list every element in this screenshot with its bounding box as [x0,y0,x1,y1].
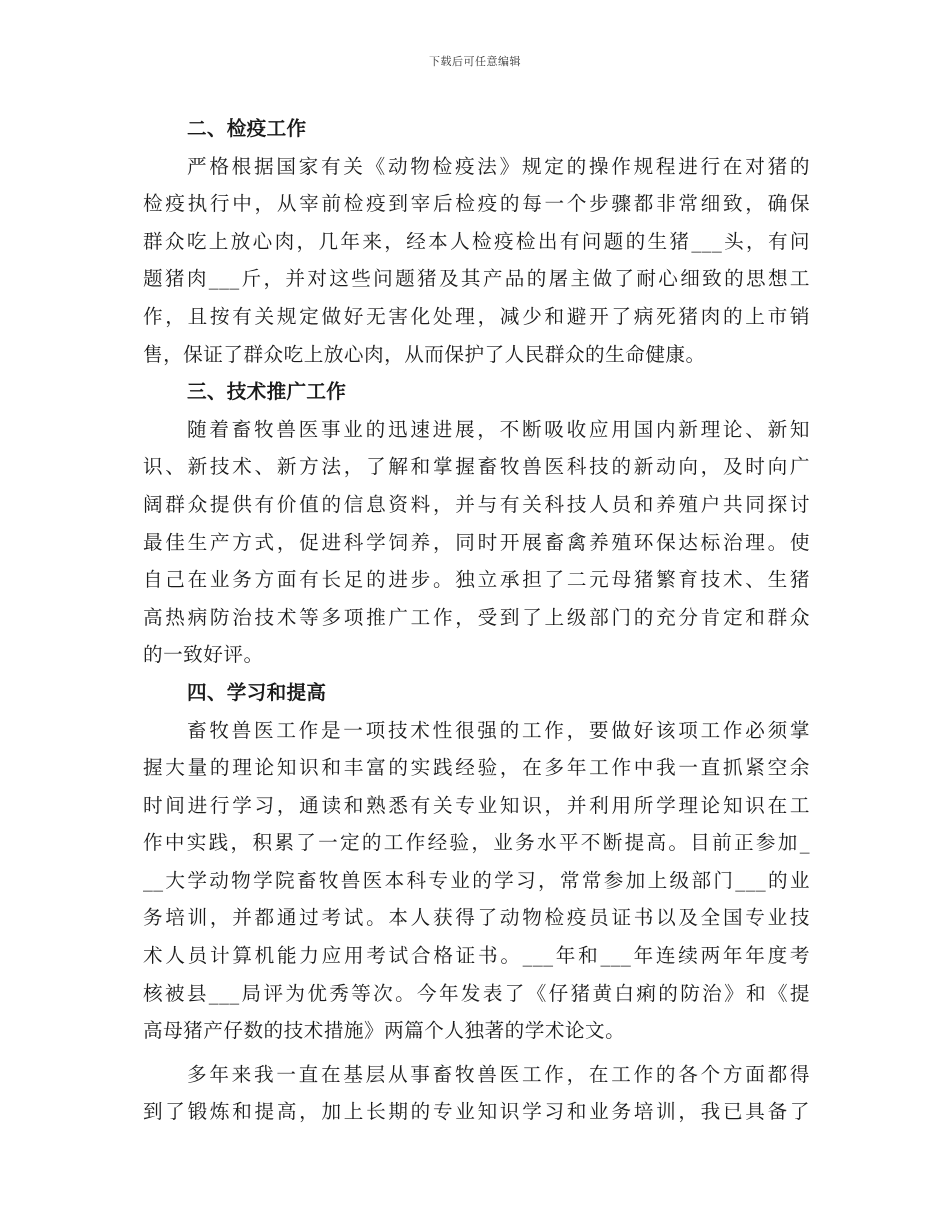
paragraph-line: 检疫执行中，从宰前检疫到宰后检疫的每一个步骤都非常细致，确保 [143,192,810,216]
paragraph-line: 高母猪产仔数的技术措施》两篇个人独著的学术论文。 [143,1019,626,1043]
paragraph-line: 核被县___局评为优秀等次。今年发表了《仔猪黄白痢的防治》和《提 [143,981,810,1005]
section-heading-tech: 三、技术推广工作 [187,380,347,404]
page-header: 下载后可任意编辑 [429,55,521,68]
paragraph-line: 作，且按有关规定做好无害化处理，减少和避开了病死猪肉的上市销 [143,304,810,328]
paragraph-line: 的一致好评。 [143,643,264,667]
paragraph-line: 阔群众提供有价值的信息资料，并与有关科技人员和养殖户共同探讨 [143,492,810,516]
document-body [143,110,810,1131]
paragraph-line: 多年来我一直在基层从事畜牧兽医工作，在工作的各个方面都得 [187,1062,810,1086]
paragraph-line: 自己在业务方面有长足的进步。独立承担了二元母猪繁育技术、生猪 [143,568,810,592]
paragraph-line: 最佳生产方式，促进科学饲养，同时开展畜禽养殖环保达标治理。使 [143,530,810,554]
paragraph-line: 售，保证了群众吃上放心肉，从而保护了人民群众的生命健康。 [143,342,706,366]
section-heading-study: 四、学习和提高 [187,680,327,704]
paragraph-line: 务培训，并都通过考试。本人获得了动物检疫员证书以及全国专业技 [143,906,810,930]
paragraph-line: 识、新技术、新方法，了解和掌握畜牧兽医科技的新动向，及时向广 [143,455,810,479]
paragraph-line: 严格根据国家有关《动物检疫法》规定的操作规程进行在对猪的 [187,154,810,178]
paragraph-line: 畜牧兽医工作是一项技术性很强的工作，要做好该项工作必须掌 [187,718,810,742]
section-heading-quarantine: 二、检疫工作 [187,117,307,140]
paragraph-line: 作中实践，积累了一定的工作经验，业务水平不断提高。目前正参加_ [143,831,810,855]
paragraph-line: 随着畜牧兽医事业的迅速进展，不断吸收应用国内新理论、新知 [187,417,810,441]
paragraph-line: 到了锻炼和提高，加上长期的专业知识学习和业务培训，我已具备了 [143,1100,810,1124]
paragraph-line: 术人员计算机能力应用考试合格证书。___年和___年连续两年年度考 [143,944,810,968]
paragraph-line: 握大量的理论知识和丰富的实践经验，在多年工作中我一直抓紧空余 [143,756,810,780]
paragraph-line: 高热病防治技术等多项推广工作，受到了上级部门的充分肯定和群众 [143,605,810,629]
paragraph-line: __大学动物学院畜牧兽医本科专业的学习，常常参加上级部门___的业 [143,868,810,892]
paragraph-line: 群众吃上放心肉，几年来，经本人检疫检出有问题的生猪___头，有问 [143,229,810,253]
paragraph-line: 时间进行学习，通读和熟悉有关专业知识，并利用所学理论知识在工 [143,793,810,817]
paragraph-line: 题猪肉___斤，并对这些问题猪及其产品的屠主做了耐心细致的思想工 [143,267,810,291]
